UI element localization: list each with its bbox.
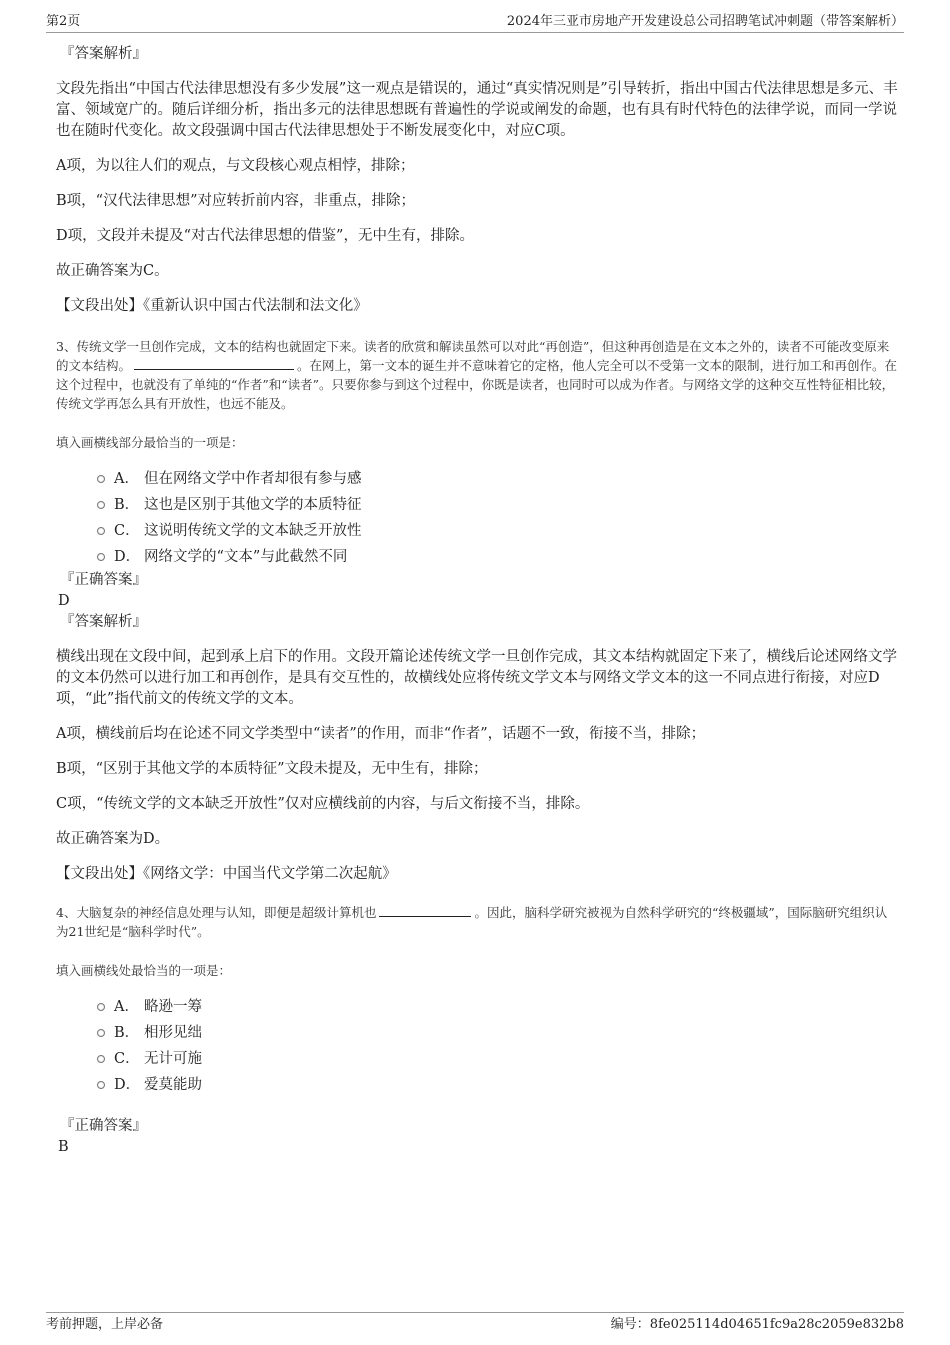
radio-button[interactable] [97,1055,105,1063]
q2-conclusion: 故正确答案为C。 [56,263,169,279]
q3-option-a[interactable] [56,466,898,492]
q3-blank-line [134,357,294,370]
option-letter: B． [114,497,140,513]
q4-option-b[interactable] [56,1020,898,1046]
radio-button[interactable] [97,1081,105,1089]
document-title: 2024年三亚市房地产开发建设总公司招聘笔试冲刺题（带答案解析） [506,14,904,29]
option-text: 相形见绌 [144,1025,202,1041]
page-header [46,12,904,33]
q2-analysis-option-b: B项，“汉代法律思想”对应转折前内容，非重点，排除； [56,193,415,209]
q3-conclusion: 故正确答案为D。 [56,831,170,847]
q3-prompt: 填入画横线部分最恰当的一项是： [56,435,244,450]
q3-stem-before: 3、传统文学一旦创作完成，文本的结构也就固定下来。读者的欣赏和解读虽然可以对此“再创造”，但这种再创造是在文本之外的，读者不可能改变原来的文本结构。 [56,339,890,373]
radio-button[interactable] [97,475,105,483]
q2-source: 【文段出处】《重新认识中国古代法制和法文化》 [56,298,368,314]
q3-analysis-option-c: C项，“传统文学的文本缺乏开放性”仅对应横线前的内容，与后文衔接不当，排除。 [56,796,590,812]
q3-analysis-option-b: B项，“区别于其他文学的本质特征”文段未提及，无中生有，排除； [56,761,488,777]
q2-analysis-option-d: D项，文段并未提及“对古代法律思想的借鉴”，无中生有，排除。 [56,228,474,244]
q3-option-b[interactable] [56,492,898,518]
q3-option-d[interactable] [56,544,898,570]
document-id: 编号：8fe025114d04651fc9a28c2059e832b8 [610,1317,904,1332]
q4-option-d[interactable] [56,1072,898,1098]
q2-analysis-option-a: A项，为以往人们的观点，与文段核心观点相悖，排除； [56,158,415,174]
option-text: 这说明传统文学的文本缺乏开放性 [144,523,362,539]
q2-analysis-label: 『答案解析』 [60,46,147,62]
option-letter: A． [114,471,139,487]
q4-option-c[interactable] [56,1046,898,1072]
q4-prompt: 填入画横线处最恰当的一项是： [56,963,232,978]
page-footer [46,1312,904,1335]
radio-button[interactable] [97,553,105,561]
radio-button[interactable] [97,1029,105,1037]
option-text: 这也是区别于其他文学的本质特征 [144,497,362,513]
page-content [56,44,898,1158]
option-letter: D． [114,1077,141,1093]
option-letter: C． [114,1051,140,1067]
q3-answer: D [58,593,70,609]
q3-answer-label: 『正确答案』 [60,572,147,588]
option-text: 爱莫能助 [144,1077,202,1093]
option-text: 无计可施 [144,1051,202,1067]
q4-answer-label: 『正确答案』 [60,1118,147,1134]
footer-slogan: 考前押题，上岸必备 [46,1317,164,1332]
q4-stem [56,903,898,941]
q3-stem [56,337,898,413]
q3-analysis-label: 『答案解析』 [60,614,147,630]
option-text: 网络文学的“文本”与此截然不同 [144,549,348,565]
q2-analysis-paragraph: 文段先指出“中国古代法律思想没有多少发展”这一观点是错误的，通过“真实情况则是”引导转折，指出中国古代法律思想是多元、丰富、领域宽广的。随后详细分析，指出多元的法律思想既有普遍性的学说或阐发的命题，也有具有时代特色的法律学说，而同一学说也在随时代变化。故文段强调中国古代法律思想处于不断发展变化中，对应C项。 [56,81,898,139]
page-number: 第2页 [46,14,81,29]
q3-options [56,466,898,570]
q3-source: 【文段出处】《网络文学：中国当代文学第二次起航》 [56,866,397,882]
option-letter: A． [114,999,139,1015]
q4-stem-before: 4、大脑复杂的神经信息处理与认知，即便是超级计算机也 [56,905,377,920]
q3-analysis-option-a: A项，横线前后均在论述不同文学类型中“读者”的作用，而非“作者”，话题不一致，衔接不当，排除； [56,726,706,742]
q3-option-c[interactable] [56,518,898,544]
q3-analysis-paragraph: 横线出现在文段中间，起到承上启下的作用。文段开篇论述传统文学一旦创作完成，其文本结构就固定下来了，横线后论述网络文学的文本仍然可以进行加工和再创作，是具有交互性的，故横线处应将传统文学文本与网络文学文本的这一不同点进行衔接，对应D项，“此”指代前文的传统文学的文本。 [56,649,897,707]
radio-button[interactable] [97,501,105,509]
radio-button[interactable] [97,1003,105,1011]
option-letter: C． [114,523,140,539]
q4-stem-after: 。因此，脑科学研究被视为自然科学研究的“终极疆域”，国际脑研究组织认为21世纪是“脑科学时代”。 [56,905,888,939]
q4-option-a[interactable] [56,994,898,1020]
q4-blank-line [379,904,471,917]
option-letter: B． [114,1025,140,1041]
q3-stem-after: 。在网上，第一文本的诞生并不意味着它的定格，他人完全可以不受第一文本的限制，进行加工和再创作。在这个过程中，也就没有了单纯的“作者”和“读者”。只要你参与到这个过程中，你既是读者，也同时可以成为作者。与网络文学的这种交互性特征相比较，传统文学再怎么具有开放性，也远不能及。 [56,358,898,411]
option-text: 但在网络文学中作者却很有参与感 [144,471,362,487]
option-letter: D． [114,549,141,565]
q4-options [56,994,898,1098]
radio-button[interactable] [97,527,105,535]
option-text: 略逊一筹 [144,999,202,1015]
q4-answer: B [58,1139,69,1155]
